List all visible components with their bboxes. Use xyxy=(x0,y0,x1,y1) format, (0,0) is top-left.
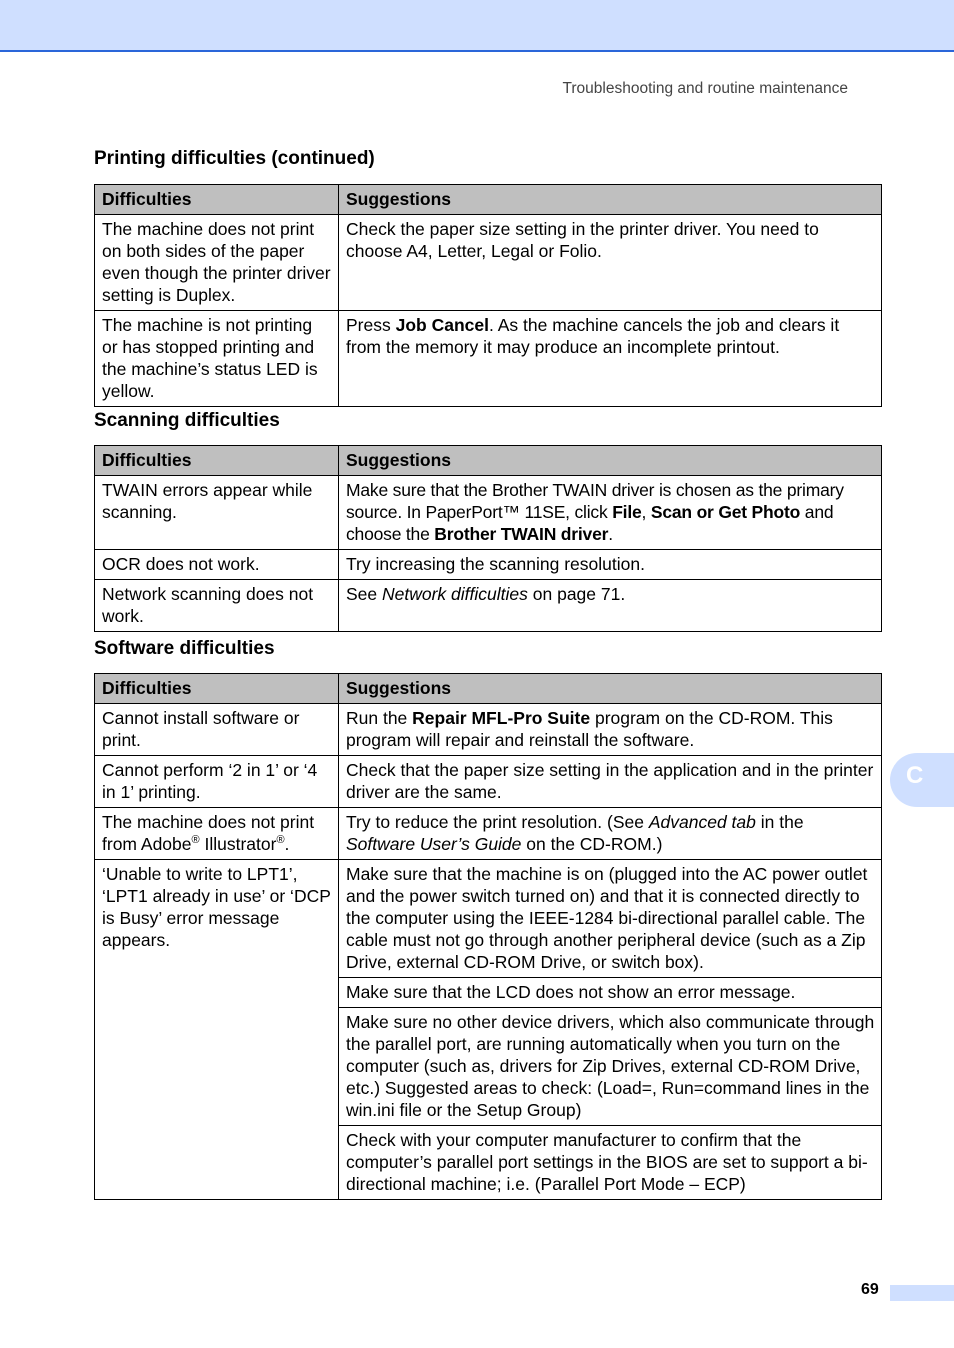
table-row xyxy=(95,580,882,632)
suggestion-cell: Make sure that the LCD does not show an error message. xyxy=(339,978,882,1008)
job-cancel-key: Job Cancel xyxy=(395,315,489,335)
suggestion-cell: Run the Repair MFL-Pro Suite program on the CD-ROM. This program will repair and reinstall the software. xyxy=(339,704,882,756)
suggestion-cell: Make sure that the machine is on (plugged into the AC power outlet and the power switch turned on) and that it is connected directly to the computer using the IEEE-1284 bi-directional parallel cable. The cable must not go through another peripheral device (such as a Zip Drive, external CD-ROM Drive, or switch box). xyxy=(339,860,882,978)
suggestion-cell: Press Job Cancel. As the machine cancels the job and clears it from the memory it may produce an incomplete printout. xyxy=(339,311,882,407)
table-row xyxy=(95,860,882,978)
difficulty-cell: ‘Unable to write to LPT1’, ‘LPT1 already in use’ or ‘DCP is Busy’ error message appears. xyxy=(95,860,339,1200)
difficulty-cell: The machine is not printing or has stopped printing and the machine’s status LED is yellow. xyxy=(95,311,339,407)
table-row xyxy=(95,311,882,407)
difficulties-header: Difficulties xyxy=(95,185,339,215)
table-header-row xyxy=(95,674,882,704)
table-row xyxy=(95,808,882,860)
suggestion-cell: Try increasing the scanning resolution. xyxy=(339,550,882,580)
top-color-band xyxy=(0,0,954,52)
suggestion-cell: Check that the paper size setting in the application and in the printer driver are the same. xyxy=(339,756,882,808)
suggestion-cell: Check the paper size setting in the printer driver. You need to choose A4, Letter, Legal or Folio. xyxy=(339,215,882,311)
scanning-section-title: Scanning difficulties xyxy=(94,410,280,431)
running-header: Troubleshooting and routine maintenance xyxy=(562,80,848,97)
difficulty-cell: Network scanning does not work. xyxy=(95,580,339,632)
printing-section-title: Printing difficulties (continued) xyxy=(94,148,375,169)
difficulties-header: Difficulties xyxy=(95,674,339,704)
page-number-bar xyxy=(890,1285,954,1301)
suggestion-cell: Check with your computer manufacturer to confirm that the computer’s parallel port settings in the BIOS are set to support a bi-directional machine; i.e. (Parallel Port Mode – ECP) xyxy=(339,1126,882,1200)
difficulty-cell: OCR does not work. xyxy=(95,550,339,580)
network-difficulties-reference: Network difficulties xyxy=(382,584,528,604)
printing-difficulties-table xyxy=(94,184,882,407)
difficulty-cell: TWAIN errors appear while scanning. xyxy=(95,476,339,550)
suggestion-cell: Make sure that the Brother TWAIN driver is chosen as the primary source. In PaperPort™ 11SE, click File, Scan or Get Photo and choose the Brother TWAIN driver. xyxy=(339,476,882,550)
table-header-row xyxy=(95,446,882,476)
table-header-row xyxy=(95,185,882,215)
difficulty-cell: The machine does not print from Adobe® Illustrator®. xyxy=(95,808,339,860)
scanning-difficulties-table xyxy=(94,445,882,632)
difficulty-cell: Cannot perform ‘2 in 1’ or ‘4 in 1’ printing. xyxy=(95,756,339,808)
suggestion-cell: Make sure no other device drivers, which also communicate through the parallel port, are running automatically when you turn on the computer (such as, drivers for Zip Drives, external CD-ROM Drive, etc.) Suggested areas to check: (Load=, Run=command lines in the win.ini file or the Setup Group) xyxy=(339,1008,882,1126)
table-row xyxy=(95,215,882,311)
suggestions-header: Suggestions xyxy=(339,446,882,476)
suggestion-cell: Try to reduce the print resolution. (See Advanced tab in the Software User’s Guide on the CD-ROM.) xyxy=(339,808,882,860)
table-row xyxy=(95,704,882,756)
software-section-title: Software difficulties xyxy=(94,638,275,659)
table-row xyxy=(95,756,882,808)
suggestion-cell: See Network difficulties on page 71. xyxy=(339,580,882,632)
suggestions-header: Suggestions xyxy=(339,185,882,215)
page-number: 69 xyxy=(861,1281,879,1298)
table-row xyxy=(95,476,882,550)
difficulty-cell: Cannot install software or print. xyxy=(95,704,339,756)
software-difficulties-table xyxy=(94,673,882,1200)
table-row xyxy=(95,550,882,580)
chapter-letter: C xyxy=(906,762,924,789)
difficulties-header: Difficulties xyxy=(95,446,339,476)
difficulty-cell: The machine does not print on both sides of the paper even though the printer driver setting is Duplex. xyxy=(95,215,339,311)
suggestions-header: Suggestions xyxy=(339,674,882,704)
